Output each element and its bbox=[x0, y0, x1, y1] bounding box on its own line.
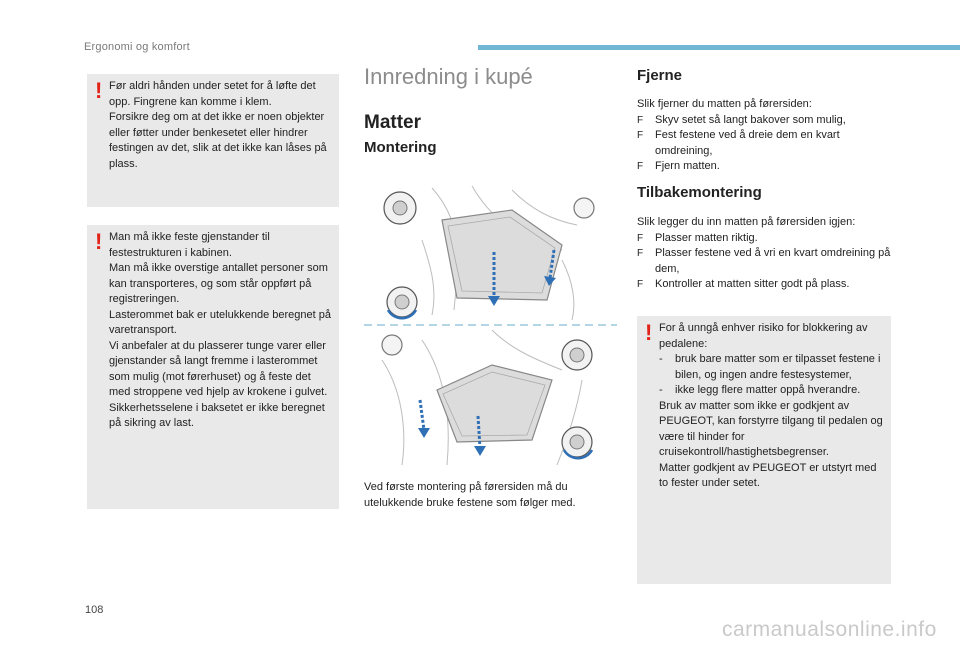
warning-line: Bruk av matter som ikke er godkjent av PEUGEOT, kan forstyrre tilgang til pedalen og være til hinder for cruisekontroll/hastighetsbegrenser. bbox=[659, 399, 883, 458]
page-title: Innredning i kupé bbox=[364, 64, 533, 89]
warning-list bbox=[659, 352, 887, 399]
remove-title: Fjerne bbox=[637, 67, 683, 84]
bullet-icon: F bbox=[637, 279, 644, 290]
warning-box-2 bbox=[87, 225, 339, 509]
steering-wheel-icon bbox=[574, 198, 594, 218]
header-accent-bar bbox=[478, 45, 960, 50]
remove-steps bbox=[637, 113, 892, 175]
section-title: Matter bbox=[364, 112, 422, 133]
floor-mat-lower bbox=[437, 365, 552, 442]
warning-text bbox=[109, 230, 335, 432]
warning-line: Før aldri hånden under setet for å løfte det opp. Fingrene kan komme i klem. bbox=[109, 80, 316, 108]
warning-line: For å unngå enhver risiko for blokkering av pedalene: bbox=[659, 322, 868, 350]
list-item: F Fest festene ved å dreie dem en kvart omdreining, bbox=[637, 129, 840, 157]
bullet-icon: F bbox=[637, 114, 644, 126]
refit-intro: Slik legger du inn matten på førersiden igjen: bbox=[637, 216, 856, 228]
refit-title: Tilbakemontering bbox=[637, 184, 762, 201]
list-item: F Skyv setet så langt bakover som mulig, bbox=[637, 113, 892, 129]
bullet-icon: F bbox=[637, 161, 644, 172]
warning-icon: ! bbox=[645, 320, 653, 345]
list-item: F Plasser festene ved å vri en kvart omdreining på dem, bbox=[637, 247, 891, 275]
warning-line: Lasterommet bak er utelukkende beregnet på varetransport. bbox=[109, 308, 331, 336]
warning-line: Man må ikke overstige antallet personer som kan transporteres, og som står oppført på registreringen. bbox=[109, 262, 328, 305]
list-item: F Plasser matten riktig. bbox=[637, 231, 892, 247]
list-item: F Fjern matten. bbox=[637, 159, 892, 175]
bullet-icon: F bbox=[637, 130, 644, 141]
warning-text bbox=[109, 79, 335, 172]
list-item: - ikke legg flere matter oppå hverandre. bbox=[659, 384, 861, 396]
warning-line: Sikkerhetsselene i baksetet er ikke beregnet på sikring av last. bbox=[109, 401, 325, 429]
bullet-icon: F bbox=[637, 232, 644, 244]
remove-section bbox=[637, 97, 892, 175]
watermark: carmanualsonline.info bbox=[722, 618, 937, 641]
warning-icon: ! bbox=[95, 78, 103, 103]
page-number: 108 bbox=[85, 604, 104, 616]
illustration-caption bbox=[364, 480, 604, 511]
subsection-title: Montering bbox=[364, 139, 437, 156]
warning-line: Vi anbefaler at du plasserer tunge varer eller gjenstander så langt fremme i lasterommet som mulig (mot førerhuset) og å feste det med stroppene ved hjelp av krokene i gulvet. bbox=[109, 339, 328, 398]
refit-steps bbox=[637, 231, 892, 293]
warning-box-1 bbox=[87, 74, 339, 207]
steering-wheel-icon bbox=[382, 335, 402, 355]
warning-line: Matter godkjent av PEUGEOT er utstyrt med to fester under setet. bbox=[659, 461, 877, 489]
warning-text bbox=[659, 321, 887, 492]
warning-line: Man må ikke feste gjenstander til festestrukturen i kabinen. bbox=[109, 231, 270, 259]
list-item: F Kontroller at matten sitter godt på plass. bbox=[637, 277, 892, 293]
warning-line: Forsikre deg om at det ikke er noen objekter eller føtter under benkesetet eller hindrer festingen av det, slik at det ikke kan låses på plass. bbox=[109, 111, 327, 170]
section-header: Ergonomi og komfort bbox=[84, 41, 190, 53]
remove-intro: Slik fjerner du matten på førersiden: bbox=[637, 98, 812, 110]
refit-section bbox=[637, 215, 892, 293]
list-item: - bruk bare matter som er tilpasset festene i bilen, og ingen andre festesystemer, bbox=[659, 353, 881, 381]
warning-box-3 bbox=[637, 316, 891, 584]
bullet-icon: F bbox=[637, 248, 644, 259]
caption-text: Ved første montering på førersiden må du utelukkende bruke festene som følger med. bbox=[364, 481, 576, 509]
floor-mat-illustration bbox=[362, 180, 619, 470]
warning-icon: ! bbox=[95, 229, 103, 254]
